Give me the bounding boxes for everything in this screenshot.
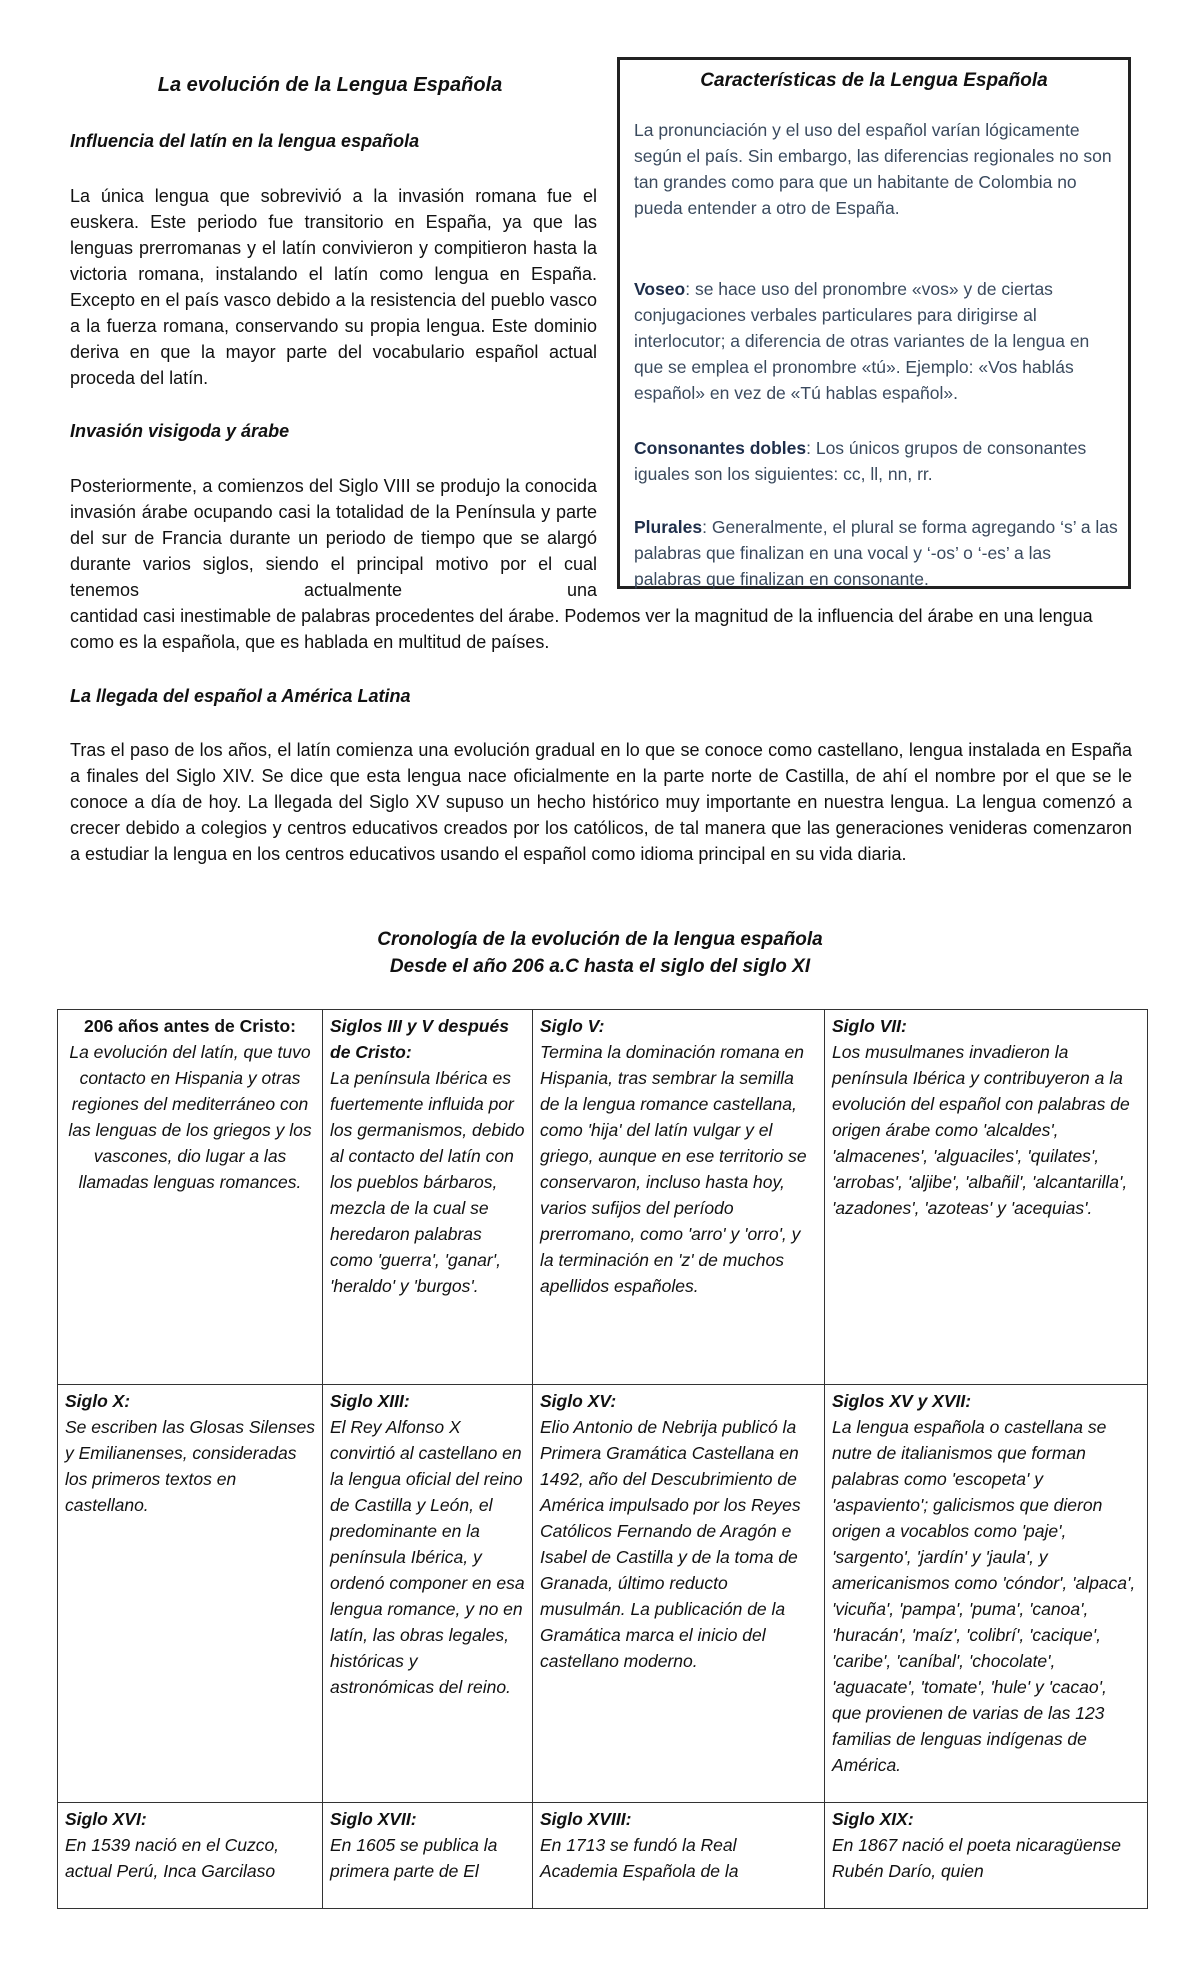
cell-heading: Siglos XV y XVII: — [832, 1391, 972, 1411]
table-row — [58, 1803, 1148, 1909]
table-row — [58, 1385, 1148, 1803]
characteristics-title: Características de la Lengua Española — [700, 70, 1048, 91]
cell-text: El Rey Alfonso X convirtió al castellano en la lengua oficial del reino de Castilla y León, el predominante en la península Ibérica, y ordenó componer en esa lengua romance, y no en latín, las obras legales, históricas y astronómicas del reino. — [330, 1417, 525, 1697]
cell-text: La península Ibérica es fuertemente influida por los germanismos, debido al contacto del latín con los pueblos bárbaros, mezcla de la cual se heredaron palabras como 'guerra', 'ganar', 'heraldo' y 'burgos'. — [330, 1068, 525, 1296]
cell-heading: Siglo VII: — [832, 1016, 907, 1036]
plurals-term: Plurales — [634, 517, 703, 537]
double-consonants-text: : Los únicos grupos de consonantes iguales son los siguientes: cc, ll, nn, rr. — [634, 438, 1087, 484]
section-heading-invasion: Invasión visigoda y árabe — [70, 421, 290, 441]
cell-heading: Siglo XIX: — [832, 1809, 914, 1829]
table-cell — [323, 1803, 533, 1909]
cell-heading: Siglo V: — [540, 1016, 605, 1036]
characteristics-box — [617, 57, 1131, 589]
cell-heading: Siglo X: — [65, 1391, 131, 1411]
cell-heading: Siglo XVI: — [65, 1809, 147, 1829]
cell-heading: Siglo XVIII: — [540, 1809, 632, 1829]
cell-text: En 1867 nació el poeta nicaragüense Rubén Darío, quien — [832, 1835, 1121, 1881]
section-text-america: Tras el paso de los años, el latín comienza una evolución gradual en lo que se conoce como castellano, lengua instalada en España a finales del Siglo XIV. Se dice que esta lengua nace oficialmente en la parte norte de Castilla, de ahí el nombre por el que se le conoce a día de hoy. La llegada del Siglo XV supuso un hecho histórico muy importante en nuestra lengua. La lengua comenzó a crecer debido a colegios y centros educativos creados por los católicos, de tal manera que las generaciones venideras comenzaron a estudiar la lengua en los centros educativos usando el español como idioma principal en su vida diaria. — [70, 740, 1132, 864]
cell-heading: Siglo XVII: — [330, 1809, 417, 1829]
cell-heading: Siglo XV: — [540, 1391, 617, 1411]
characteristics-intro: La pronunciación y el uso del español varían lógicamente según el país. Sin embargo, las diferencias regionales no son tan grandes como para que un habitante de Colombia no pueda entender a otro de España. — [634, 120, 1112, 218]
cell-text: En 1539 nació en el Cuzco, actual Perú, Inca Garcilaso — [65, 1835, 280, 1881]
chronology-title-line1: Cronología de la evolución de la lengua española — [377, 929, 823, 950]
cell-text: Elio Antonio de Nebrija publicó la Primera Gramática Castellana en 1492, año del Descubrimiento de América impulsado por los Reyes Católicos Fernando de Aragón e Isabel de Castilla y de la toma de Granada, último reducto musulmán. La publicación de la Gramática marca el inicio del castellano moderno. — [540, 1417, 801, 1671]
table-cell — [323, 1010, 533, 1385]
section-text-invasion-part2: cantidad casi inestimable de palabras procedentes del árabe. Podemos ver la magnitud de la influencia del árabe en una lengua como es la española, que es hablada en multitud de países. — [70, 606, 1093, 652]
table-cell — [58, 1010, 323, 1385]
table-cell — [533, 1385, 825, 1803]
cell-heading: 206 años antes de Cristo: — [83, 1016, 297, 1036]
chronology-title-line2: Desde el año 206 a.C hasta el siglo del siglo XI — [389, 956, 811, 977]
table-cell — [533, 1803, 825, 1909]
double-consonants-term: Consonantes dobles — [634, 438, 807, 458]
plurals-text: : Generalmente, el plural se forma agregando ‘s’ a las palabras que finalizan en una vocal y ‘-os’ o ‘-es’ a las palabras que finalizan en consonante. — [634, 517, 1118, 589]
cell-text: La lengua española o castellana se nutre de italianismos que forman palabras como 'escopeta' y 'aspaviento'; galicismos que dieron origen a vocablos como 'paje', 'sargento', 'jardín' y 'jaula', y americanismos como 'cóndor', 'alpaca', 'vicuña', 'pampa', 'puma', 'canoa', 'huracán', 'maíz', 'colibrí', 'cacique', 'caribe', 'caníbal', 'chocolate', 'aguacate', 'tomate', 'hule' y 'cacao', que provienen de varias de las 123 familias de lenguas indígenas de América. — [832, 1417, 1136, 1775]
characteristic-plurals — [634, 514, 1118, 592]
chronology-table — [57, 1009, 1148, 1909]
table-cell — [58, 1803, 323, 1909]
table-cell — [533, 1010, 825, 1385]
cell-text: Los musulmanes invadieron la península Ibérica y contribuyeron a la evolución del español con palabras de origen árabe como 'alcaldes', 'almacenes', 'alguaciles', 'quilates', 'arrobas', 'aljibe', 'albañil', 'alcantarilla', 'azadones', 'azoteas' y 'acequias'. — [832, 1042, 1130, 1218]
cell-text: En 1605 se publica la primera parte de El — [330, 1835, 498, 1881]
table-cell — [825, 1803, 1148, 1909]
cell-text: Termina la dominación romana en Hispania, tras sembrar la semilla de la lengua romance castellana, como 'hija' del latín vulgar y el griego, aunque en ese territorio se conservaron, incluso hasta hoy, varios sufijos del período prerromano, como 'arro' y 'orro', y la terminación en 'z' de muchos apellidos españoles. — [540, 1042, 807, 1296]
cell-text: Se escriben las Glosas Silenses y Emilianenses, consideradas los primeros textos en castellano. — [65, 1417, 315, 1515]
voseo-term: Voseo — [634, 279, 686, 299]
characteristic-voseo — [634, 276, 1118, 406]
table-cell — [825, 1010, 1148, 1385]
table-row — [58, 1010, 1148, 1385]
section-text-latin: La única lengua que sobrevivió a la invasión romana fue el euskera. Este periodo fue transitorio en España, ya que las lenguas prerromanas y el latín convivieron y compitieron hasta la victoria romana, instalando el latín como lengua en España. Excepto en el país vasco debido a la resistencia del pueblo vasco a la fuerza romana, conservando su propia lengua. Este dominio deriva en que la mayor parte del vocabulario español actual proceda del latín. — [70, 186, 597, 388]
table-cell — [825, 1385, 1148, 1803]
table-cell — [323, 1385, 533, 1803]
cell-heading: Siglo XIII: — [330, 1391, 410, 1411]
cell-heading: Siglos III y V después de Cristo: — [330, 1016, 509, 1062]
section-heading-latin: Influencia del latín en la lengua española — [70, 131, 420, 151]
characteristic-double-consonants — [634, 435, 1118, 487]
cell-text: La evolución del latín, que tuvo contacto en Hispania y otras regiones del mediterráneo con las lenguas de los griegos y los vascones, dio lugar a las llamadas lenguas romances. — [68, 1042, 312, 1192]
cell-text: En 1713 se fundó la Real Academia Española de la — [540, 1835, 739, 1881]
table-cell — [58, 1385, 323, 1803]
section-text-invasion-part1: Posteriormente, a comienzos del Siglo VIII se produjo la conocida invasión árabe ocupando casi la totalidad de la Península y parte del sur de Francia durante un periodo de tiempo que se alargó durante varios siglos, siendo el principal motivo por el cual tenemos actualmente una — [70, 476, 597, 600]
section-heading-america: La llegada del español a América Latina — [70, 686, 411, 706]
document-title: La evolución de la Lengua Española — [157, 74, 503, 96]
voseo-text: : se hace uso del pronombre «vos» y de ciertas conjugaciones verbales particulares para dirigirse al interlocutor; a diferencia de otras variantes de la lengua en que se emplea el pronombre «tú». Ejemplo: «Vos hablás español» en vez de «Tú hablas español». — [634, 279, 1090, 403]
